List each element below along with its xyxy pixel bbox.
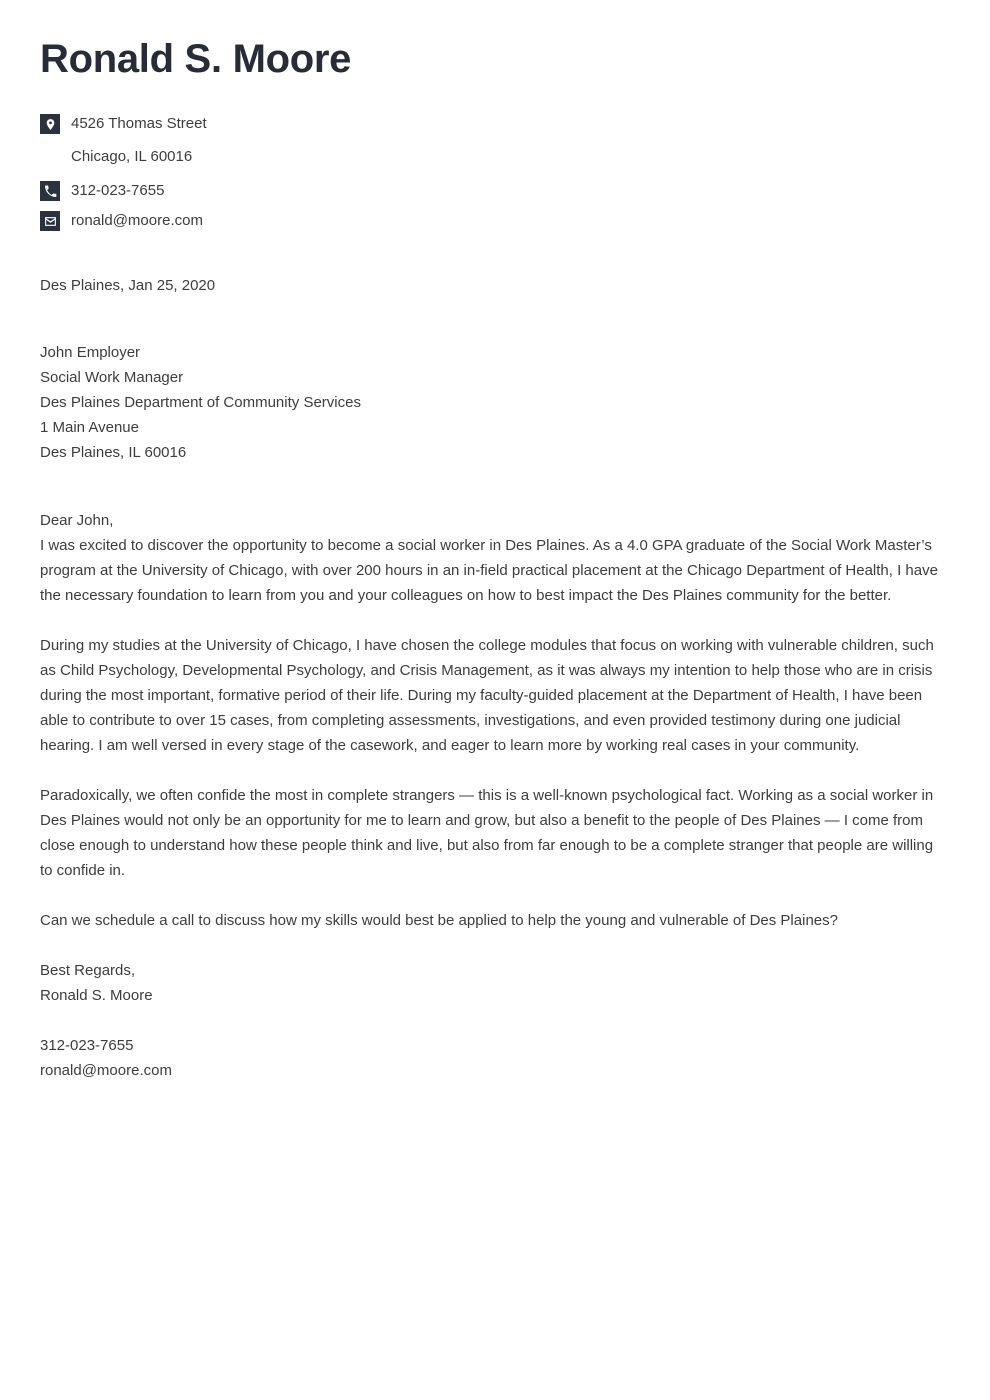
location-pin-icon	[40, 114, 60, 134]
contact-row-email[interactable]	[40, 210, 948, 231]
letter-date-line: Des Plaines, Jan 25, 2020	[40, 277, 216, 294]
recipient-block	[40, 340, 948, 465]
signature-name: Ronald S. Moore	[40, 987, 153, 1004]
contact-phone: 312-023-7655	[71, 182, 165, 199]
recipient-organization: Des Plaines Department of Community Services	[40, 394, 361, 411]
body-paragraph-2: During my studies at the University of Chicago, I have chosen the college modules that focus on working with vulnerable children, such as Child Psychology, Developmental Psychology, and Crisis Management, as it was always my intention to help those who are in crisis during the most important, formative period of their life. During my faculty-guided placement at the Department of Health, I have been able to contribute to over 15 cases, from completing assessments, investigations, and even provided testimony during one judicial hearing. I am well versed in every stage of the casework, and eager to learn more by working real cases in your community.	[40, 637, 934, 754]
phone-icon	[40, 181, 60, 201]
salutation: Dear John,	[40, 512, 114, 529]
footer-contact-block	[40, 1033, 948, 1083]
footer-phone: 312-023-7655	[40, 1037, 134, 1054]
envelope-icon	[40, 211, 60, 231]
address-line-1: 4526 Thomas Street	[71, 115, 207, 132]
body-paragraph-3: Paradoxically, we often confide the most in complete strangers — this is a well-known psychological fact. Working as a social worker in Des Plaines would not only be an opportunity for me to learn and grow, but also a benefit to the people of Des Plaines — I come from close enough to understand how these people think and live, but also from far enough to be a complete stranger that people are willing to confide in.	[40, 787, 934, 879]
recipient-street: 1 Main Avenue	[40, 419, 139, 436]
body-paragraph-4: Can we schedule a call to discuss how my skills would best be applied to help the young and vulnerable of Des Plaines?	[40, 912, 838, 929]
recipient-name: John Employer	[40, 344, 141, 361]
contact-details-list	[40, 113, 948, 231]
page-title: Ronald S. Moore	[40, 37, 352, 81]
contact-address	[71, 113, 207, 167]
signoff-text: Best Regards,	[40, 962, 136, 979]
closing-block	[40, 958, 948, 1008]
recipient-job-title: Social Work Manager	[40, 369, 184, 386]
footer-email: ronald@moore.com	[40, 1062, 172, 1079]
contact-row-address	[40, 113, 948, 167]
contact-row-phone[interactable]	[40, 180, 948, 201]
address-line-2: Chicago, IL 60016	[71, 148, 193, 165]
body-paragraph-1: I was excited to discover the opportunity to become a social worker in Des Plaines. As a 4.0 GPA graduate of the Social Work Master’s program at the University of Chicago, with over 200 hours in an in-field practical placement at the Chicago Department of Health, I have the necessary foundation to learn from you and your colleagues on how to best impact the Des Plaines community for the better.	[40, 537, 938, 604]
contact-email: ronald@moore.com	[71, 212, 203, 229]
recipient-city: Des Plaines, IL 60016	[40, 444, 187, 461]
